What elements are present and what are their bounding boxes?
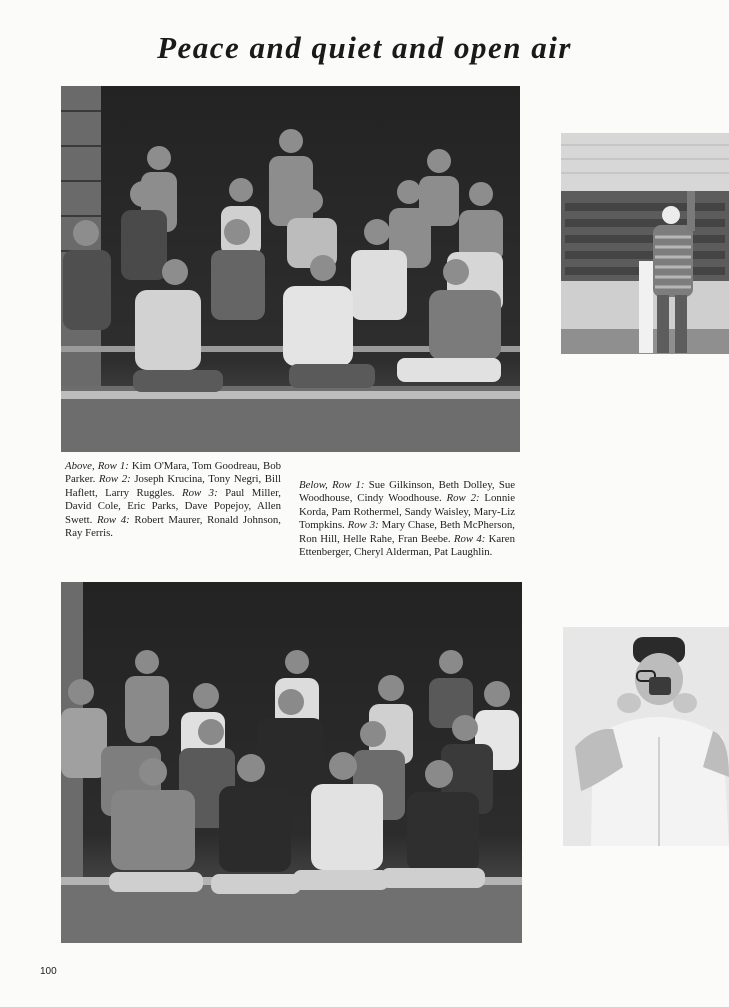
caption-below-row-label: Row 1: bbox=[332, 479, 365, 491]
caption-below-row-label: Row 3: bbox=[347, 519, 379, 532]
caption-below-row-names: Mary Chase, Beth McPherson, Ron Hill, Helle Rahe, Fran Beebe. bbox=[299, 519, 515, 545]
photographer-portrait-photo bbox=[563, 627, 729, 846]
caption-above-row-label: Row 4: bbox=[96, 513, 130, 526]
caption-below-row-names: Lonnie Korda, Pam Rothermel, Sandy Waisley, Mary-Liz Tompkins. bbox=[299, 492, 516, 532]
boys-group-photo bbox=[61, 86, 520, 452]
caption-above bbox=[65, 460, 281, 540]
auditorium-photo bbox=[561, 133, 729, 354]
caption-below-lead: Below, bbox=[299, 479, 328, 491]
girls-group-photo bbox=[61, 582, 522, 943]
caption-below-row-label: Row 4: bbox=[453, 532, 486, 545]
caption-above-row-label: Row 1: bbox=[97, 460, 129, 472]
caption-above-row-label: Row 3: bbox=[182, 486, 218, 499]
caption-above-row-names: Joseph Krucina, Tony Negri, Bill Haflett, Larry Ruggles. bbox=[65, 473, 282, 499]
caption-below-row-names: Karen Ettenberger, Cheryl Alderman, Pat Laughlin. bbox=[299, 532, 516, 559]
caption-above-lead: Above, bbox=[65, 460, 95, 472]
caption-below-row-label: Row 2: bbox=[446, 492, 480, 505]
page-number: 100 bbox=[40, 966, 57, 977]
caption-above-row-names: Kim O'Mara, Tom Goodreau, Bob Parker. bbox=[65, 460, 281, 486]
caption-above-row-names: Robert Maurer, Ronald Johnson, Ray Ferris. bbox=[65, 513, 282, 540]
caption-below-row-names: Sue Gilkinson, Beth Dolley, Sue Woodhouse, Cindy Woodhouse. bbox=[299, 479, 516, 505]
caption-above-row-names: Paul Miller, David Cole, Eric Parks, Dave Popejoy, Allen Swett. bbox=[65, 486, 281, 526]
caption-above-row-label: Row 2: bbox=[98, 473, 131, 486]
caption-below bbox=[299, 479, 515, 559]
page-title: Peace and quiet and open air bbox=[157, 30, 572, 65]
